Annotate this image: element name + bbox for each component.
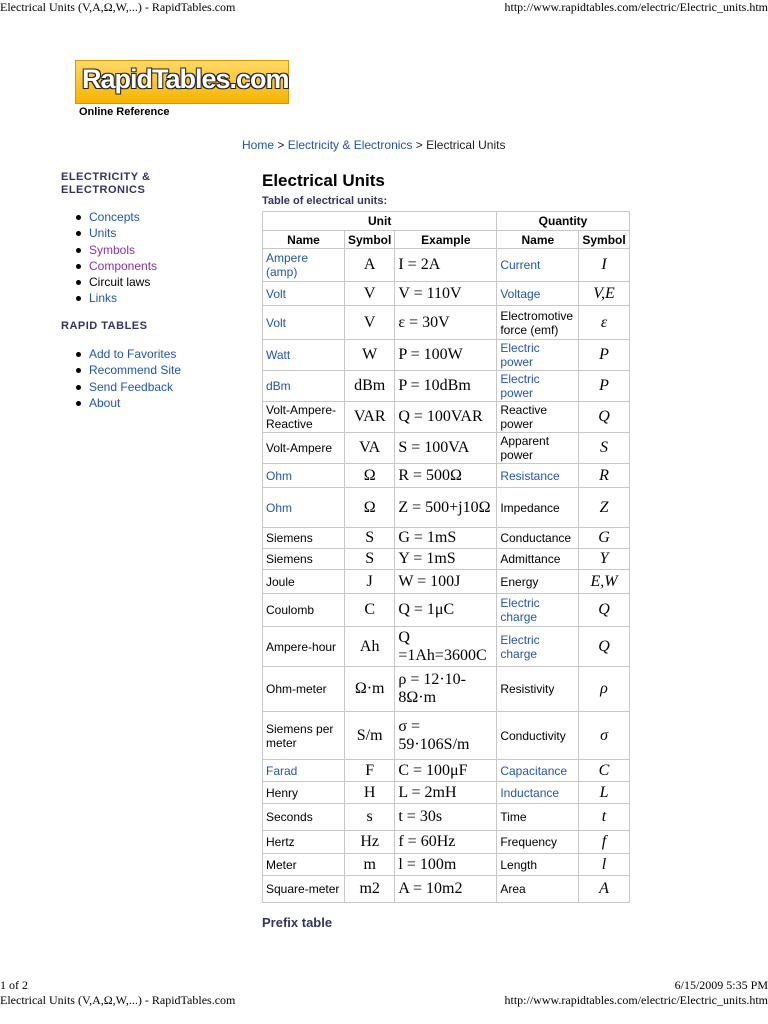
print-header-title: Electrical Units (V,A,Ω,W,...) - RapidTables.com — [0, 993, 236, 1007]
quantity-symbol-cell: ε — [579, 306, 629, 340]
quantity-symbol-cell: A — [579, 876, 629, 903]
example-cell: G = 1mS — [395, 528, 497, 549]
unit-name-cell[interactable]: dBm — [263, 371, 345, 402]
quantity-name-cell: Area — [497, 876, 579, 903]
quantity-symbol-cell: Y — [579, 549, 629, 570]
site-logo[interactable] — [75, 60, 289, 104]
sidebar-item-components[interactable] — [75, 258, 157, 274]
table-row — [263, 627, 630, 667]
quantity-name-cell[interactable]: Capacitance — [497, 760, 579, 782]
quantity-symbol-cell: R — [579, 464, 629, 488]
unit-symbol-cell: J — [345, 570, 395, 594]
example-cell: C = 100μF — [395, 760, 497, 782]
unit-symbol-cell: m2 — [345, 876, 395, 903]
quantity-symbol-cell: V,E — [579, 282, 629, 306]
sidebar-electricity-list — [75, 209, 157, 307]
sidebar-rapid-tables-list — [75, 346, 181, 411]
quantity-symbol-cell: σ — [579, 712, 629, 760]
sidebar-item-about[interactable] — [75, 395, 181, 411]
quantity-name-cell: Conductance — [497, 528, 579, 549]
example-cell: P = 10dBm — [395, 371, 497, 402]
table-row — [263, 804, 630, 831]
print-header-url: http://www.rapidtables.com/electric/Electric_units.htm — [504, 993, 768, 1007]
quantity-name-cell[interactable]: Resistance — [497, 464, 579, 488]
quantity-symbol-cell: f — [579, 831, 629, 854]
quantity-name-cell[interactable]: Electric power — [497, 371, 579, 402]
breadcrumb-separator: > — [274, 138, 288, 152]
table-row — [263, 876, 630, 903]
sidebar-item-concepts[interactable] — [75, 209, 157, 225]
unit-name-cell[interactable]: Volt — [263, 282, 345, 306]
unit-symbol-cell: C — [345, 594, 395, 627]
quantity-name-cell: Admittance — [497, 549, 579, 570]
unit-symbol-cell: S/m — [345, 712, 395, 760]
example-cell: Z = 500+j10Ω — [395, 488, 497, 528]
unit-name-cell: Ohm-meter — [263, 667, 345, 712]
unit-name-cell: Ampere-hour — [263, 627, 345, 667]
unit-name-cell[interactable]: Volt — [263, 306, 345, 340]
table-row — [263, 402, 630, 433]
quantity-name-cell: Frequency — [497, 831, 579, 854]
breadcrumb-section[interactable]: Electricity & Electronics — [287, 138, 413, 152]
unit-group-header: Unit — [263, 212, 497, 231]
breadcrumb-separator: > — [412, 138, 427, 152]
unit-name-cell: Meter — [263, 854, 345, 876]
breadcrumb — [242, 138, 505, 152]
unit-name-cell[interactable]: Ohm — [263, 464, 345, 488]
unit-name-cell: Square-meter — [263, 876, 345, 903]
table-row — [263, 340, 630, 371]
table-row — [263, 760, 630, 782]
example-cell: Q =1Ah=3600C — [395, 627, 497, 667]
table-row — [263, 282, 630, 306]
example-cell: Q = 100VAR — [395, 402, 497, 433]
sidebar-item-send-feedback[interactable] — [75, 379, 181, 395]
quantity-symbol-cell: I — [579, 249, 629, 282]
table-row — [263, 433, 630, 464]
unit-name-cell: Siemens per meter — [263, 712, 345, 760]
quantity-name-cell[interactable]: Electric charge — [497, 627, 579, 667]
unit-name-cell[interactable]: Ampere (amp) — [263, 249, 345, 282]
prefix-table-link[interactable]: Prefix table — [262, 915, 333, 930]
unit-name-cell[interactable]: Farad — [263, 760, 345, 782]
table-row — [263, 249, 630, 282]
unit-symbol-cell: s — [345, 804, 395, 831]
print-header-next-page — [0, 993, 768, 1007]
table-row — [263, 464, 630, 488]
sidebar-section-electricity-title: ELECTRICITY & ELECTRONICS — [61, 171, 151, 196]
sidebar-item-circuit-laws — [75, 274, 157, 290]
unit-symbol-cell: Hz — [345, 831, 395, 854]
unit-name-cell: Siemens — [263, 528, 345, 549]
quantity-name-cell[interactable]: Inductance — [497, 782, 579, 804]
quantity-name-cell[interactable]: Voltage — [497, 282, 579, 306]
sidebar-item-label: Components — [89, 258, 158, 273]
table-row — [263, 488, 630, 528]
sidebar-item-label: Recommend Site — [89, 363, 182, 378]
print-datetime: 6/15/2009 5:35 PM — [674, 978, 768, 992]
sidebar-item-add-to-favorites[interactable] — [75, 346, 181, 362]
logo-text: RapidTables.com — [82, 64, 289, 94]
example-cell: W = 100J — [395, 570, 497, 594]
quantity-symbol-cell: G — [579, 528, 629, 549]
unit-name-cell: Volt-Ampere-Reactive — [263, 402, 345, 433]
unit-symbol-cell: Ω·m — [345, 667, 395, 712]
unit-symbol-cell: W — [345, 340, 395, 371]
unit-symbol-cell: H — [345, 782, 395, 804]
table-row — [263, 306, 630, 340]
example-cell: f = 60Hz — [395, 831, 497, 854]
table-row — [263, 570, 630, 594]
sidebar-item-label: About — [89, 395, 121, 410]
breadcrumb-current: Electrical Units — [426, 138, 506, 152]
example-cell: ε = 30V — [395, 306, 497, 340]
table-row — [263, 854, 630, 876]
example-cell: σ = 59·106S/m — [395, 712, 497, 760]
quantity-symbol-cell: Z — [579, 488, 629, 528]
quantity-name-cell: Impedance — [497, 488, 579, 528]
unit-symbol-cell: S — [345, 528, 395, 549]
unit-symbol-cell: F — [345, 760, 395, 782]
unit-name-cell: Coulomb — [263, 594, 345, 627]
quantity-name-cell: Reactive power — [497, 402, 579, 433]
page-title: Electrical Units — [262, 171, 385, 190]
quantity-name-cell: Apparent power — [497, 433, 579, 464]
sidebar-item-label: Add to Favorites — [89, 347, 177, 361]
quantity-symbol-cell: ρ — [579, 667, 629, 712]
col-header-example: Example — [395, 231, 497, 249]
units-table-body — [263, 249, 630, 903]
unit-name-cell: Hertz — [263, 831, 345, 854]
table-row — [263, 712, 630, 760]
table-row — [263, 831, 630, 854]
table-caption: Table of electrical units: — [262, 195, 388, 207]
quantity-name-cell: Energy — [497, 570, 579, 594]
example-cell: V = 110V — [395, 282, 497, 306]
quantity-name-cell[interactable]: Electric charge — [497, 594, 579, 627]
quantity-name-cell: Time — [497, 804, 579, 831]
quantity-group-header: Quantity — [497, 212, 629, 231]
quantity-symbol-cell: Q — [579, 402, 629, 433]
unit-name-cell: Siemens — [263, 549, 345, 570]
example-cell: R = 500Ω — [395, 464, 497, 488]
example-cell: Q = 1μC — [395, 594, 497, 627]
quantity-symbol-cell: C — [579, 760, 629, 782]
sidebar-item-label: Links — [89, 291, 118, 306]
unit-name-cell: Volt-Ampere — [263, 433, 345, 464]
unit-name-cell[interactable]: Ohm — [263, 488, 345, 528]
unit-symbol-cell: Ah — [345, 627, 395, 667]
unit-symbol-cell: Ω — [345, 464, 395, 488]
sidebar-item-label: Units — [89, 226, 117, 241]
example-cell: t = 30s — [395, 804, 497, 831]
table-row — [263, 594, 630, 627]
quantity-symbol-cell: E,W — [579, 570, 629, 594]
table-row — [263, 549, 630, 570]
col-header-symbol: Symbol — [345, 231, 395, 249]
sidebar-item-label: Concepts — [89, 210, 140, 224]
unit-symbol-cell: Ω — [345, 488, 395, 528]
unit-symbol-cell: m — [345, 854, 395, 876]
unit-name-cell: Joule — [263, 570, 345, 594]
sidebar-item-recommend-site[interactable] — [75, 362, 181, 378]
unit-name-cell: Henry — [263, 782, 345, 804]
sidebar-item-links[interactable] — [75, 290, 157, 306]
quantity-symbol-cell: S — [579, 433, 629, 464]
sidebar-item-symbols[interactable] — [75, 242, 157, 258]
unit-name-cell[interactable]: Watt — [263, 340, 345, 371]
unit-symbol-cell: V — [345, 282, 395, 306]
example-cell: A = 10m2 — [395, 876, 497, 903]
sidebar-item-units[interactable] — [75, 225, 157, 241]
example-cell: Y = 1mS — [395, 549, 497, 570]
sidebar-item-label: Send Feedback — [89, 379, 174, 394]
unit-symbol-cell: A — [345, 249, 395, 282]
example-cell: l = 100m — [395, 854, 497, 876]
quantity-name-cell: Resistivity — [497, 667, 579, 712]
site-tagline: Online Reference — [79, 106, 170, 118]
quantity-symbol-cell: L — [579, 782, 629, 804]
example-cell: P = 100W — [395, 340, 497, 371]
quantity-symbol-cell: t — [579, 804, 629, 831]
quantity-name-cell: Electromotive force (emf) — [497, 306, 579, 340]
table-row — [263, 528, 630, 549]
example-cell: ρ = 12·10-8Ω·m — [395, 667, 497, 712]
sidebar-section-rapid-tables-title: RAPID TABLES — [61, 320, 148, 332]
quantity-symbol-cell: l — [579, 854, 629, 876]
table-row — [263, 371, 630, 402]
print-header-url: http://www.rapidtables.com/electric/Electric_units.htm — [504, 0, 768, 14]
unit-symbol-cell: dBm — [345, 371, 395, 402]
print-page-number: 1 of 2 — [0, 978, 28, 992]
example-cell: I = 2A — [395, 249, 497, 282]
example-cell: L = 2mH — [395, 782, 497, 804]
example-cell: S = 100VA — [395, 433, 497, 464]
quantity-name-cell[interactable]: Electric power — [497, 340, 579, 371]
print-footer — [0, 978, 768, 992]
breadcrumb-home[interactable]: Home — [242, 138, 275, 152]
table-row — [263, 667, 630, 712]
table-row — [263, 782, 630, 804]
unit-symbol-cell: VAR — [345, 402, 395, 433]
print-header-title: Electrical Units (V,A,Ω,W,...) - RapidTables.com — [0, 0, 236, 14]
quantity-symbol-cell: Q — [579, 594, 629, 627]
sidebar-item-label: Circuit laws — [89, 275, 151, 290]
quantity-symbol-cell: Q — [579, 627, 629, 667]
col-header-quantity-symbol: Symbol — [579, 231, 629, 249]
col-header-name: Name — [263, 231, 345, 249]
unit-symbol-cell: VA — [345, 433, 395, 464]
quantity-name-cell: Length — [497, 854, 579, 876]
quantity-name-cell[interactable]: Current — [497, 249, 579, 282]
quantity-symbol-cell: P — [579, 340, 629, 371]
unit-name-cell: Seconds — [263, 804, 345, 831]
print-header — [0, 0, 768, 14]
quantity-name-cell: Conductivity — [497, 712, 579, 760]
units-table — [262, 211, 630, 903]
sidebar-item-label: Symbols — [89, 242, 136, 257]
unit-symbol-cell: V — [345, 306, 395, 340]
col-header-quantity-name: Name — [497, 231, 579, 249]
quantity-symbol-cell: P — [579, 371, 629, 402]
unit-symbol-cell: S — [345, 549, 395, 570]
